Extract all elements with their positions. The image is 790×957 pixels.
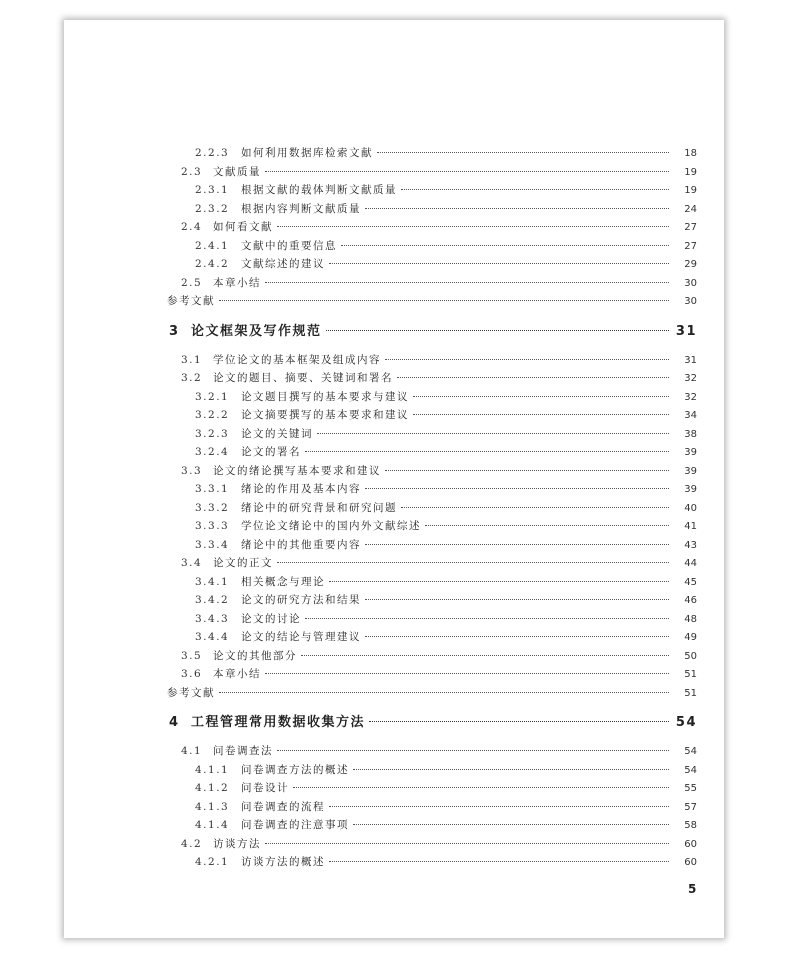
dot-leader [365, 208, 669, 209]
toc-entry [167, 647, 697, 666]
dot-leader [329, 861, 669, 862]
dot-leader [385, 359, 669, 360]
entry-number: 2.3.1 [195, 184, 230, 196]
dot-leader [265, 171, 669, 172]
entry-title: 本章小结 [213, 668, 261, 680]
toc-entry [167, 536, 697, 555]
entry-title: 论文框架及写作规范 [191, 323, 322, 339]
entry-page: 44 [684, 558, 697, 569]
entry-page: 29 [684, 259, 697, 270]
entry-number: 2.5 [181, 276, 203, 289]
chapter-heading [167, 317, 697, 347]
toc-entry [167, 591, 697, 610]
entry-number: 2.3.2 [195, 202, 230, 215]
dot-leader [385, 470, 669, 471]
entry-number: 3.3.4 [195, 538, 230, 551]
entry-number: 2.3 [181, 165, 203, 178]
entry-number: 3.3.1 [195, 483, 230, 495]
entry-page: 39 [684, 447, 697, 458]
entry-title: 论文的其他部分 [213, 649, 297, 662]
references-entry [167, 684, 697, 703]
entry-number: 4.1.3 [195, 800, 230, 813]
entry-title: 论文的署名 [241, 446, 301, 458]
entry-page: 41 [684, 521, 697, 532]
toc-entry [167, 369, 697, 388]
entry-title: 工程管理常用数据收集方法 [191, 715, 366, 730]
dot-leader [365, 636, 669, 637]
entry-title: 相关概念与理论 [241, 575, 325, 588]
entry-page: 60 [684, 857, 697, 868]
dot-leader [317, 433, 669, 434]
toc-entry [167, 425, 697, 444]
entry-number: 4 [169, 715, 180, 730]
entry-page: 58 [684, 820, 697, 831]
entry-number: 3.4 [181, 557, 203, 569]
entry-number: 3.2 [181, 372, 203, 384]
toc-entry [167, 218, 697, 237]
entry-page: 54 [684, 746, 697, 757]
toc-entry [167, 388, 697, 407]
toc-entry [167, 761, 697, 780]
book-page [64, 20, 724, 938]
entry-title: 问卷调查的注意事项 [241, 819, 349, 831]
toc-entry [167, 517, 697, 536]
toc-entry [167, 462, 697, 481]
entry-page: 51 [684, 687, 697, 699]
page-number: 5 [688, 882, 697, 896]
entry-title: 问卷调查法 [213, 745, 273, 757]
entry-number: 3.1 [181, 353, 203, 366]
entry-page: 31 [684, 354, 697, 366]
entry-title: 论文题目撰写的基本要求与建议 [241, 390, 409, 403]
dot-leader [329, 581, 669, 582]
entry-page: 49 [684, 632, 697, 643]
toc-entry [167, 665, 697, 684]
toc-entry [167, 351, 697, 370]
entry-page: 18 [684, 148, 697, 159]
dot-leader [265, 673, 669, 674]
entry-title: 论文摘要撰写的基本要求和建议 [241, 409, 409, 421]
entry-title: 论文的关键词 [241, 427, 313, 440]
entry-title: 如何看文献 [213, 221, 273, 233]
entry-number: 3.4.4 [195, 631, 230, 643]
entry-page: 40 [684, 502, 697, 514]
toc-entry [167, 480, 697, 499]
entry-number: 3 [169, 323, 180, 339]
entry-number: 3.3 [181, 464, 203, 477]
entry-page: 27 [684, 240, 697, 252]
entry-page: 54 [675, 715, 697, 730]
entry-title: 论文的题目、摘要、关键词和署名 [213, 372, 393, 384]
entry-number: 4.1.1 [195, 763, 230, 776]
entry-page: 50 [684, 650, 697, 662]
dot-leader [365, 544, 669, 545]
entry-number: 3.4.1 [195, 575, 230, 588]
dot-leader [329, 806, 669, 807]
entry-title: 论文的研究方法和结果 [241, 594, 361, 606]
entry-page: 46 [684, 595, 697, 606]
toc-entry [167, 798, 697, 817]
dot-leader [365, 599, 669, 600]
toc-entry [167, 742, 697, 761]
entry-page: 31 [675, 323, 697, 339]
entry-title: 论文的正文 [213, 557, 273, 569]
toc-entry [167, 628, 697, 647]
entry-page: 32 [684, 391, 697, 403]
toc-entry [167, 181, 697, 200]
entry-page: 39 [684, 484, 697, 495]
entry-title: 学位论文的基本框架及组成内容 [213, 353, 381, 366]
toc-entry [167, 200, 697, 219]
entry-page: 57 [684, 801, 697, 813]
entry-title: 绪论中的其他重要内容 [241, 538, 361, 551]
dot-leader [301, 655, 669, 656]
entry-number: 2.4.1 [195, 239, 230, 252]
entry-page: 54 [684, 764, 697, 776]
table-of-contents [167, 144, 697, 872]
entry-title: 绪论的作用及基本内容 [241, 483, 361, 495]
entry-number: 3.4.3 [195, 612, 230, 625]
toc-entry [167, 144, 697, 163]
dot-leader [305, 618, 669, 619]
dot-leader [425, 525, 669, 526]
dot-leader [293, 787, 669, 788]
entry-title: 参考文献 [167, 686, 215, 699]
entry-page: 55 [684, 783, 697, 794]
entry-title: 论文的讨论 [241, 612, 301, 625]
entry-title: 论文的结论与管理建议 [241, 631, 361, 643]
entry-number: 3.3.3 [195, 520, 230, 532]
toc-entry [167, 237, 697, 256]
entry-title: 问卷调查方法的概述 [241, 763, 349, 776]
dot-leader [305, 451, 669, 452]
entry-title: 问卷设计 [241, 782, 289, 794]
entry-title: 访谈方法的概述 [241, 856, 325, 868]
entry-number: 3.2.1 [195, 390, 230, 403]
entry-number: 3.2.4 [195, 446, 230, 458]
entry-title: 论文的绪论撰写基本要求和建议 [213, 464, 381, 477]
toc-entry [167, 163, 697, 182]
entry-title: 绪论中的研究背景和研究问题 [241, 501, 397, 514]
references-entry [167, 292, 697, 311]
entry-number: 4.1.2 [195, 782, 230, 794]
entry-number: 2.4 [181, 221, 203, 233]
entry-title: 如何利用数据库检索文献 [241, 147, 373, 159]
entry-title: 文献质量 [213, 165, 261, 178]
dot-leader [326, 330, 669, 331]
entry-number: 4.2.1 [195, 856, 230, 868]
entry-page: 27 [684, 222, 697, 233]
dot-leader [397, 377, 669, 378]
dot-leader [341, 245, 669, 246]
entry-page: 34 [684, 410, 697, 421]
entry-page: 51 [684, 669, 697, 680]
dot-leader [329, 263, 669, 264]
entry-title: 文献中的重要信息 [241, 239, 337, 252]
toc-entry [167, 554, 697, 573]
toc-entry [167, 816, 697, 835]
entry-number: 3.5 [181, 649, 203, 662]
dot-leader [401, 507, 669, 508]
entry-number: 4.2 [181, 837, 203, 850]
dot-leader [353, 769, 669, 770]
dot-leader [413, 414, 669, 415]
toc-entry [167, 835, 697, 854]
toc-entry [167, 255, 697, 274]
entry-page: 30 [684, 296, 697, 307]
entry-page: 32 [684, 373, 697, 384]
entry-title: 根据内容判断文献质量 [241, 202, 361, 215]
entry-number: 3.2.3 [195, 427, 230, 440]
toc-entry [167, 406, 697, 425]
dot-leader [377, 152, 669, 153]
entry-number: 4.1.4 [195, 819, 230, 831]
dot-leader [365, 488, 669, 489]
chapter-heading [167, 708, 697, 738]
entry-page: 45 [684, 576, 697, 588]
dot-leader [219, 692, 669, 693]
entry-title: 根据文献的载体判断文献质量 [241, 184, 397, 196]
entry-title: 问卷调查的流程 [241, 800, 325, 813]
entry-title: 本章小结 [213, 276, 261, 289]
entry-title: 参考文献 [167, 295, 215, 307]
dot-leader [369, 721, 669, 722]
dot-leader [277, 750, 669, 751]
toc-entry [167, 853, 697, 872]
entry-number: 4.1 [181, 745, 203, 757]
entry-page: 39 [684, 465, 697, 477]
toc-entry [167, 443, 697, 462]
dot-leader [219, 300, 669, 301]
dot-leader [277, 562, 669, 563]
entry-page: 43 [684, 539, 697, 551]
toc-entry [167, 610, 697, 629]
entry-number: 3.4.2 [195, 594, 230, 606]
entry-page: 19 [684, 185, 697, 196]
dot-leader [353, 824, 669, 825]
dot-leader [265, 282, 669, 283]
entry-number: 2.4.2 [195, 258, 230, 270]
entry-number: 3.2.2 [195, 409, 230, 421]
entry-number: 2.2.3 [195, 147, 230, 159]
toc-entry [167, 779, 697, 798]
dot-leader [265, 843, 669, 844]
toc-entry [167, 499, 697, 518]
entry-number: 3.6 [181, 668, 203, 680]
dot-leader [413, 396, 669, 397]
entry-page: 60 [684, 838, 697, 850]
entry-number: 3.3.2 [195, 501, 230, 514]
entry-page: 30 [684, 277, 697, 289]
entry-title: 文献综述的建议 [241, 258, 325, 270]
entry-page: 38 [684, 428, 697, 440]
entry-title: 学位论文绪论中的国内外文献综述 [241, 520, 421, 532]
dot-leader [401, 189, 669, 190]
entry-page: 19 [684, 166, 697, 178]
dot-leader [277, 226, 669, 227]
entry-title: 访谈方法 [213, 837, 261, 850]
entry-page: 48 [684, 613, 697, 625]
entry-page: 24 [684, 203, 697, 215]
toc-entry [167, 274, 697, 293]
toc-entry [167, 573, 697, 592]
